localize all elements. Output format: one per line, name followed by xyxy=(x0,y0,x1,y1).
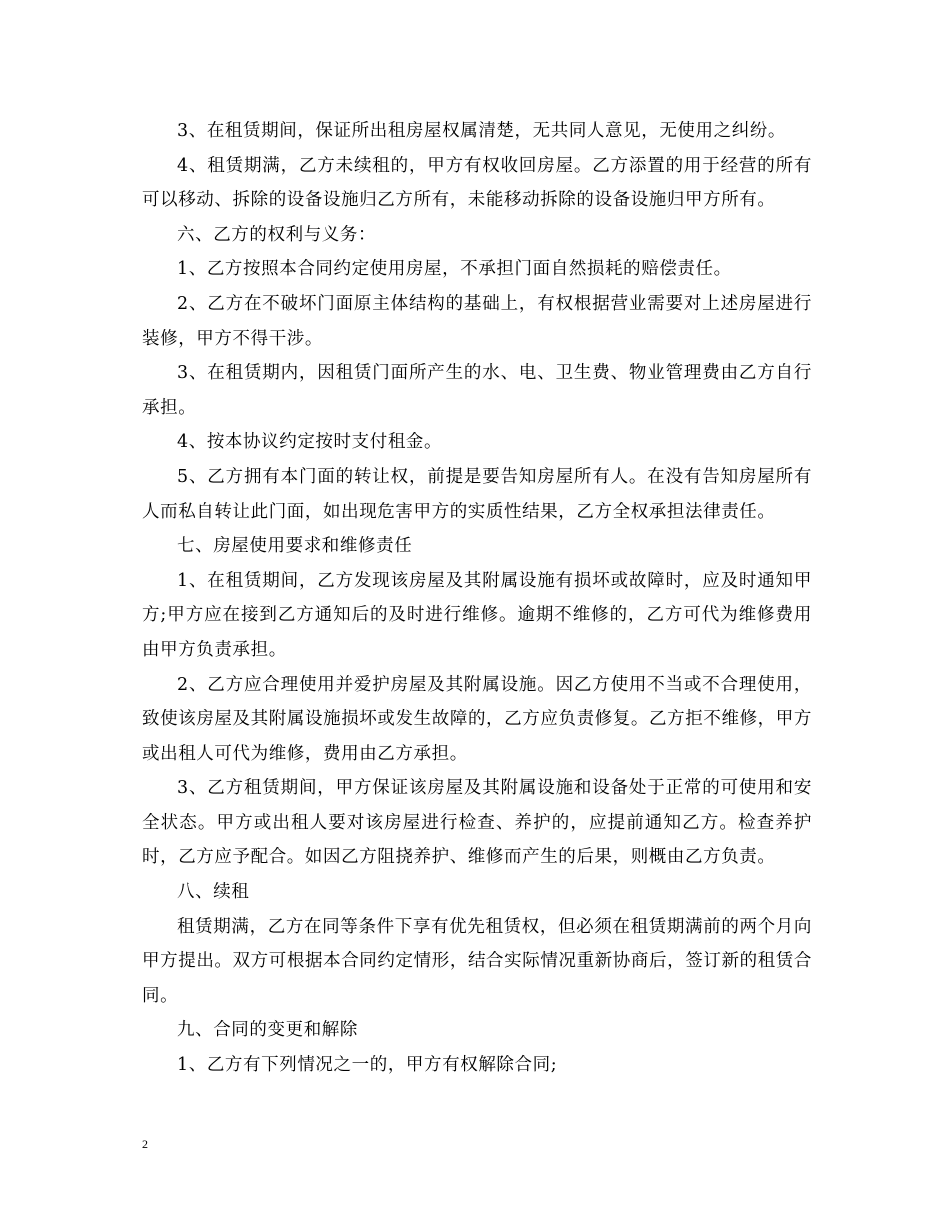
section-heading-9: 九、合同的变更和解除 xyxy=(177,1020,358,1041)
paragraph-6-3: 3、在租赁期内，因租赁门面所产生的水、电、卫生费、物业管理费由乙方自行承担。 xyxy=(142,363,812,418)
paragraph-6-1: 1、乙方按照本合同约定使用房屋，不承担门面自然损耗的赔偿责任。 xyxy=(177,259,732,280)
paragraph-8-renewal: 租赁期满，乙方在同等条件下享有优先租赁权，但必须在租赁期满前的两个月向甲方提出。双方可根据本合同约定情形，结合实际情况重新协商后，签订新的租赁合同。 xyxy=(142,916,812,1006)
section-heading-6: 六、乙方的权利与义务： xyxy=(177,224,377,245)
paragraph-7-1: 1、在租赁期间，乙方发现该房屋及其附属设施有损坏或故障时，应及时通知甲方;甲方应在接到乙方通知后的及时进行维修。逾期不维修的，乙方可代为维修费用由甲方负责承担。 xyxy=(142,570,812,660)
page-number: 2 xyxy=(142,1137,148,1151)
paragraph-6-2: 2、乙方在不破坏门面原主体结构的基础上，有权根据营业需要对上述房屋进行装修，甲方不得干涉。 xyxy=(142,293,812,349)
paragraph-9-1: 1、乙方有下列情况之一的，甲方有权解除合同; xyxy=(177,1055,558,1076)
paragraph-clause-4-lease-expiry: 4、租赁期满，乙方未续租的，甲方有权收回房屋。乙方添置的用于经营的所有可以移动、拆除的设备设施归乙方所有，未能移动拆除的设备设施归甲方所有。 xyxy=(142,155,812,211)
paragraph-7-3: 3、乙方租赁期间，甲方保证该房屋及其附属设施和设备处于正常的可使用和安全状态。甲方或出租人要对该房屋进行检查、养护的，应提前通知乙方。检查养护时，乙方应予配合。如因乙方阻挠养护、维修而产生的后果，则概由乙方负责。 xyxy=(142,778,812,868)
document-body xyxy=(142,114,812,1083)
section-heading-8: 八、续租 xyxy=(177,882,250,903)
section-heading-7: 七、房屋使用要求和维修责任 xyxy=(177,536,413,557)
paragraph-7-2: 2、乙方应合理使用并爱护房屋及其附属设施。因乙方使用不当或不合理使用，致使该房屋及其附属设施损坏或发生故障的，乙方应负责修复。乙方拒不维修，甲方或出租人可代为维修，费用由乙方承担。 xyxy=(142,674,812,764)
paragraph-6-4: 4、按本协议约定按时支付租金。 xyxy=(177,432,443,453)
paragraph-clause-3-title-guarantee: 3、在租赁期间，保证所出租房屋权属清楚，无共同人意见，无使用之纠纷。 xyxy=(177,121,787,141)
paragraph-6-5: 5、乙方拥有本门面的转让权，前提是要告知房屋所有人。在没有告知房屋所有人而私自转让此门面，如出现危害甲方的实质性结果，乙方全权承担法律责任。 xyxy=(142,466,812,522)
